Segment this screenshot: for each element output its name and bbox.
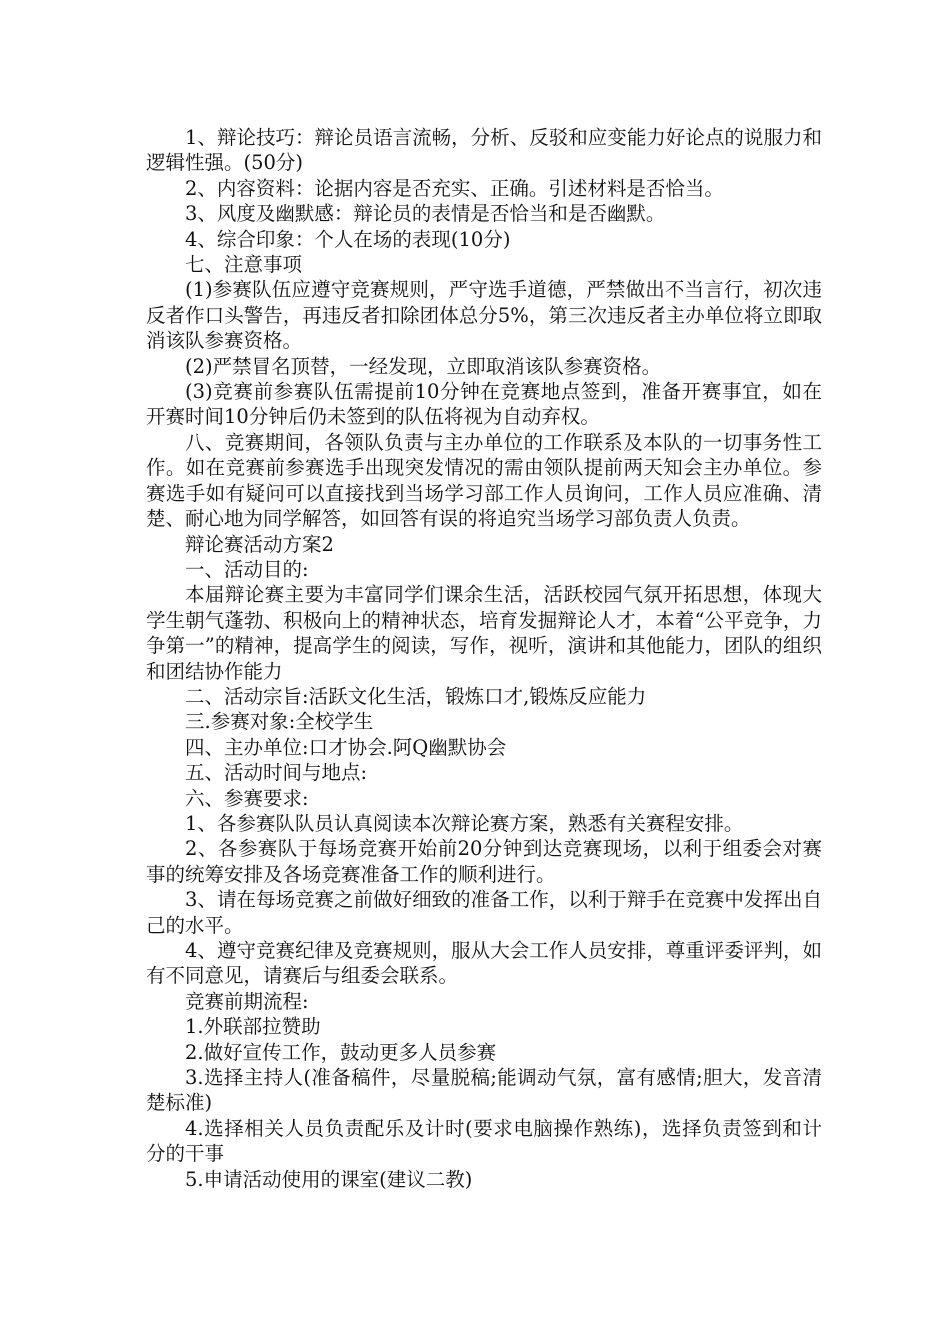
paragraph-note-2: (2)严禁冒名顶替，一经发现，立即取消该队参赛资格。 — [185, 354, 662, 378]
paragraph-note-1: (1)参赛队伍应遵守竞赛规则，严守选手道德，严禁做出不当言行，初次违反者作口头警告，再违反者扣除团体总分5%，第三次违反者主办单位将立即取消该队参赛资格。 — [146, 278, 822, 353]
paragraph-requirement-2: 2、各参赛队于每场竞赛开始前20分钟到达竞赛现场，以利于组委会对赛事的统筹安排及各场竞赛准备工作的顺利进行。 — [146, 837, 822, 886]
paragraph-process-2: 2.做好宣传工作，鼓动更多人员参赛 — [185, 1040, 497, 1064]
section-heading-purpose: 一、活动目的: — [185, 557, 309, 581]
paragraph-process-5: 5.申请活动使用的课室(建议二教) — [185, 1167, 473, 1191]
paragraph-scoring-debate-skill: 1、辩论技巧：辩论员语言流畅，分析、反驳和应变能力好论点的说服力和逻辑性强。(50分) — [146, 126, 822, 175]
paragraph-scoring-demeanor: 3、风度及幽默感：辩论员的表情是否恰当和是否幽默。 — [185, 202, 666, 226]
paragraph-requirement-1: 1、各参赛队队员认真阅读本次辩论赛方案，熟悉有关赛程安排。 — [185, 811, 744, 835]
section-heading-preliminary-process: 竞赛前期流程: — [185, 989, 309, 1013]
paragraph-aim: 二、活动宗旨:活跃文化生活，锻炼口才,锻炼反应能力 — [185, 684, 647, 708]
paragraph-scoring-content: 2、内容资料：论据内容是否充实、正确。引述材料是否恰当。 — [185, 176, 724, 200]
plan-2-title: 辩论赛活动方案2 — [185, 532, 334, 556]
paragraph-organizer: 四、主办单位:口才协会.阿Q幽默协会 — [185, 735, 507, 759]
paragraph-time-place: 五、活动时间与地点: — [185, 761, 368, 785]
section-heading-notes: 七、注意事项 — [185, 253, 303, 277]
paragraph-process-3: 3.选择主持人(准备稿件，尽量脱稿;能调动气氛，富有感情;胆大，发音清楚标准) — [146, 1066, 822, 1115]
document-body — [146, 125, 822, 1192]
paragraph-requirement-4: 4、遵守竞赛纪律及竞赛规则，服从大会工作人员安排，尊重评委评判，如有不同意见，请赛后与组委会联系。 — [146, 939, 822, 988]
paragraph-scoring-overall: 4、综合印象：个人在场的表现(10分) — [185, 227, 511, 251]
paragraph-requirement-3: 3、请在每场竞赛之前做好细致的准备工作，以利于辩手在竞赛中发挥出自己的水平。 — [146, 888, 822, 937]
section-heading-requirements: 六、参赛要求: — [185, 786, 309, 810]
paragraph-process-4: 4.选择相关人员负责配乐及计时(要求电脑操作熟练)，选择负责签到和计分的干事 — [146, 1116, 822, 1166]
paragraph-purpose: 本届辩论赛主要为丰富同学们课余生活，活跃校园气氛开拓思想，体现大学生朝气蓬勃、积极向上的精神状态，培育发掘辩论人才，本着“公平竞争，力争第一”的精神，提高学生的阅读，写作，视听，演讲和其他能力，团队的组织和团结协作能力 — [146, 583, 822, 683]
paragraph-section-eight: 八、竞赛期间，各领队负责与主办单位的工作联系及本队的一切事务性工作。如在竞赛前参赛选手出现突发情况的需由领队提前两天知会主办单位。参赛选手如有疑问可以直接找到当场学习部工作人员询问，工作人员应准确、清楚、耐心地为同学解答，如回答有误的将追究当场学习部负责人负责。 — [146, 430, 822, 531]
paragraph-participants: 三.参赛对象:全校学生 — [185, 710, 374, 734]
paragraph-note-3: (3)竞赛前参赛队伍需提前10分钟在竞赛地点签到，准备开赛事宜，如在开赛时间10分钟后仍未签到的队伍将视为自动弃权。 — [146, 380, 822, 429]
paragraph-process-1: 1.外联部拉赞助 — [185, 1015, 321, 1039]
